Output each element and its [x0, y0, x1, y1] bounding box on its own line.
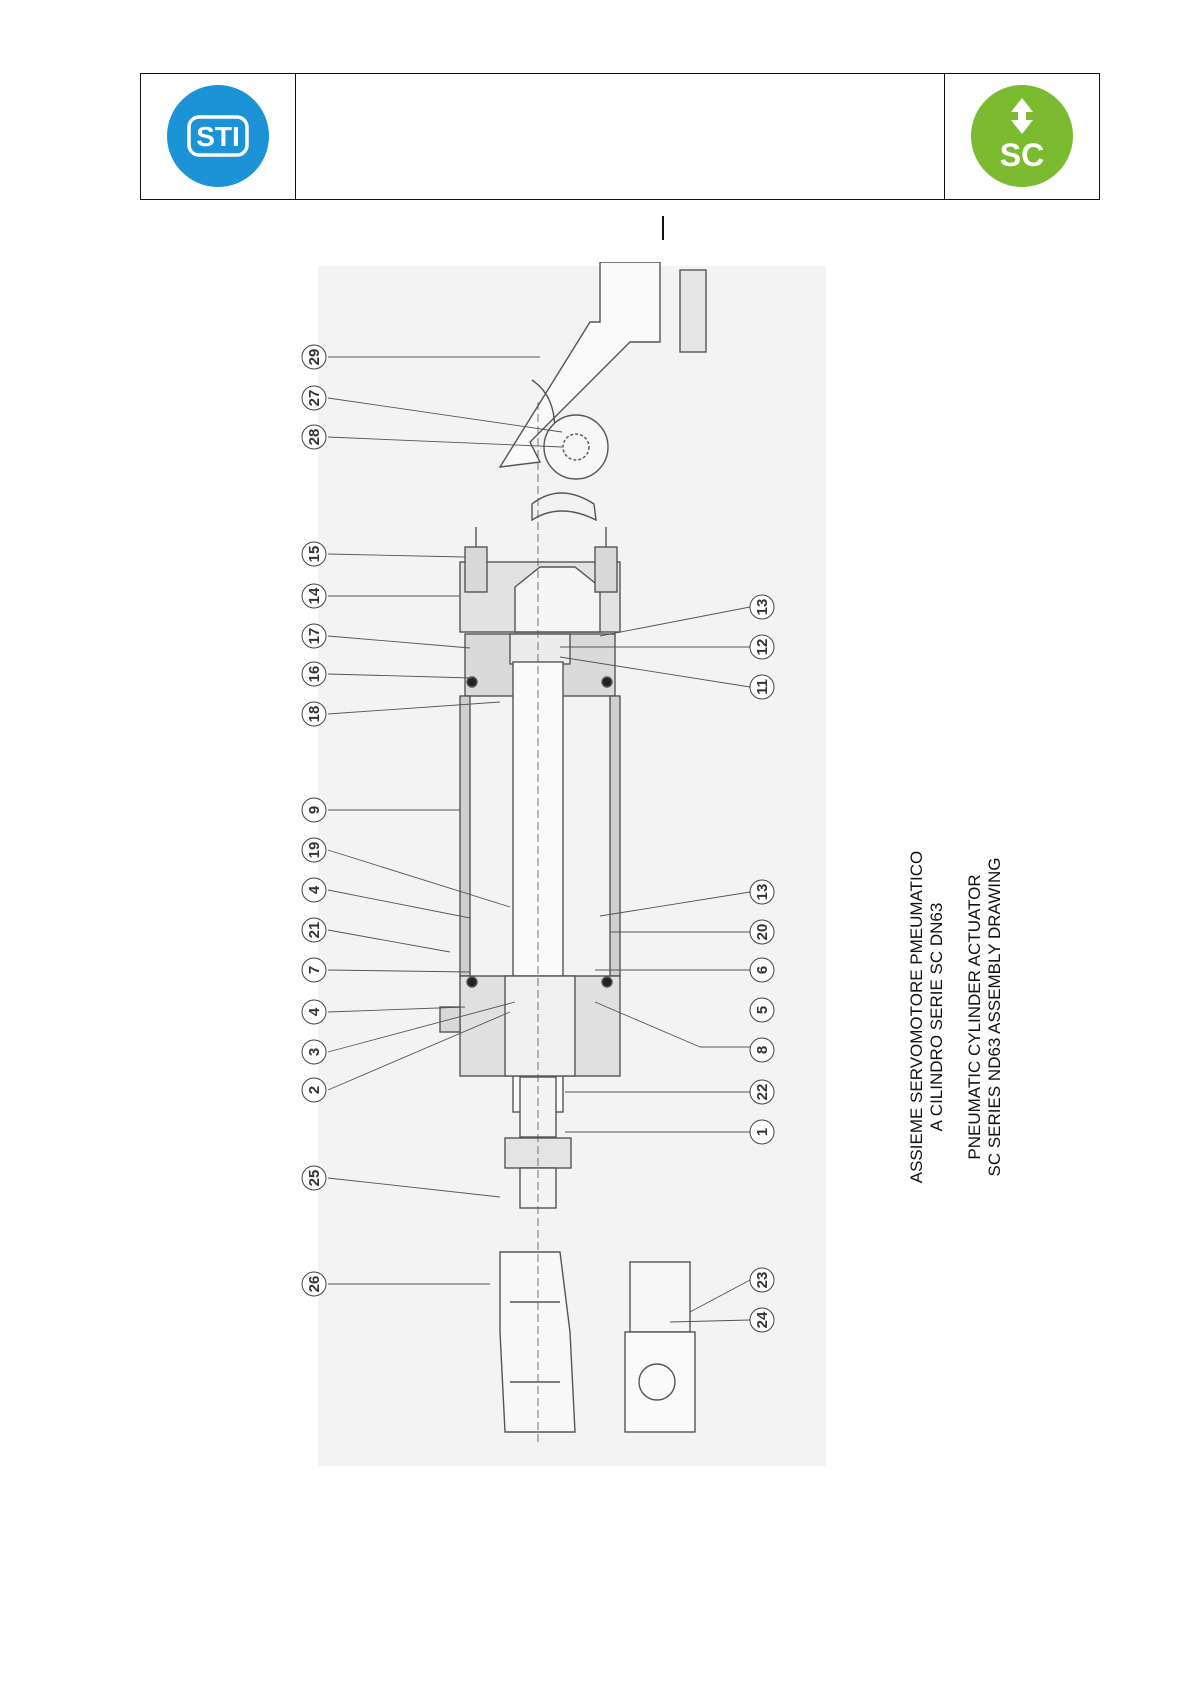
- callout-label: 24: [754, 1311, 771, 1329]
- header-logo-cell-right: [944, 74, 1099, 199]
- callout-label: 25: [306, 1169, 323, 1187]
- assembly-drawing: [300, 262, 1060, 1482]
- callout-label: 23: [754, 1271, 771, 1289]
- callout-label: 16: [306, 665, 323, 683]
- callout-label: 26: [306, 1275, 323, 1293]
- sc-logo-text: SC: [999, 137, 1045, 173]
- pin-icon: [625, 1262, 695, 1432]
- sti-logo-icon: [166, 84, 270, 188]
- callout-label: 11: [754, 679, 771, 695]
- title-en-line1: PNEUMATIC CYLINDER ACTUATOR: [965, 874, 984, 1160]
- header-logo-cell-left: [141, 74, 296, 199]
- callout-label: 18: [306, 705, 323, 723]
- callout-label: 22: [754, 1083, 771, 1101]
- callout-label: 15: [306, 545, 323, 563]
- callout-label: 1: [754, 1127, 771, 1137]
- title-it-line1: ASSIEME SERVOMOTORE PMEUMATICO: [907, 850, 926, 1184]
- callout-label: 4: [306, 1007, 323, 1017]
- callouts-left: [302, 345, 326, 1296]
- document-header: [140, 73, 1100, 200]
- callout-label: 28: [306, 428, 323, 446]
- rear-cap-icon: [460, 527, 620, 632]
- callout-label: 3: [306, 1047, 323, 1057]
- callout-label: 2: [306, 1085, 323, 1095]
- callout-label: 6: [754, 965, 771, 975]
- title-it-line2: A CILINDRO SERIE SC DN63: [927, 902, 946, 1132]
- callout-label: 17: [306, 627, 323, 645]
- drawing-title-block: [907, 851, 1004, 1184]
- mounting-bracket-icon: [500, 262, 706, 520]
- sc-logo-icon: [970, 84, 1074, 188]
- callout-label: 5: [754, 1005, 771, 1015]
- callouts-right: [750, 595, 774, 1332]
- header-title-cell: [296, 74, 944, 199]
- callout-label: 27: [306, 389, 323, 407]
- callout-label: 12: [754, 638, 771, 656]
- callout-label: 13: [754, 598, 771, 616]
- text-cursor: [662, 216, 664, 240]
- callout-label: 29: [306, 348, 323, 366]
- callout-label: 4: [306, 885, 323, 895]
- clevis-icon: [500, 1252, 575, 1432]
- callout-label: 14: [306, 587, 323, 605]
- callout-label: 20: [754, 923, 771, 941]
- callout-label: 8: [754, 1045, 771, 1055]
- title-en-line2: SC SERIES ND63 ASSEMBLY DRAWING: [985, 857, 1004, 1177]
- callout-label: 9: [306, 805, 323, 815]
- callout-label: 13: [754, 883, 771, 901]
- callout-label: 19: [306, 841, 323, 859]
- front-cap-icon: [440, 976, 620, 1076]
- leader-lines-right: [560, 607, 750, 1322]
- callout-label: 7: [306, 965, 323, 975]
- sti-logo-text: STI: [196, 121, 240, 152]
- callout-label: 21: [306, 921, 323, 939]
